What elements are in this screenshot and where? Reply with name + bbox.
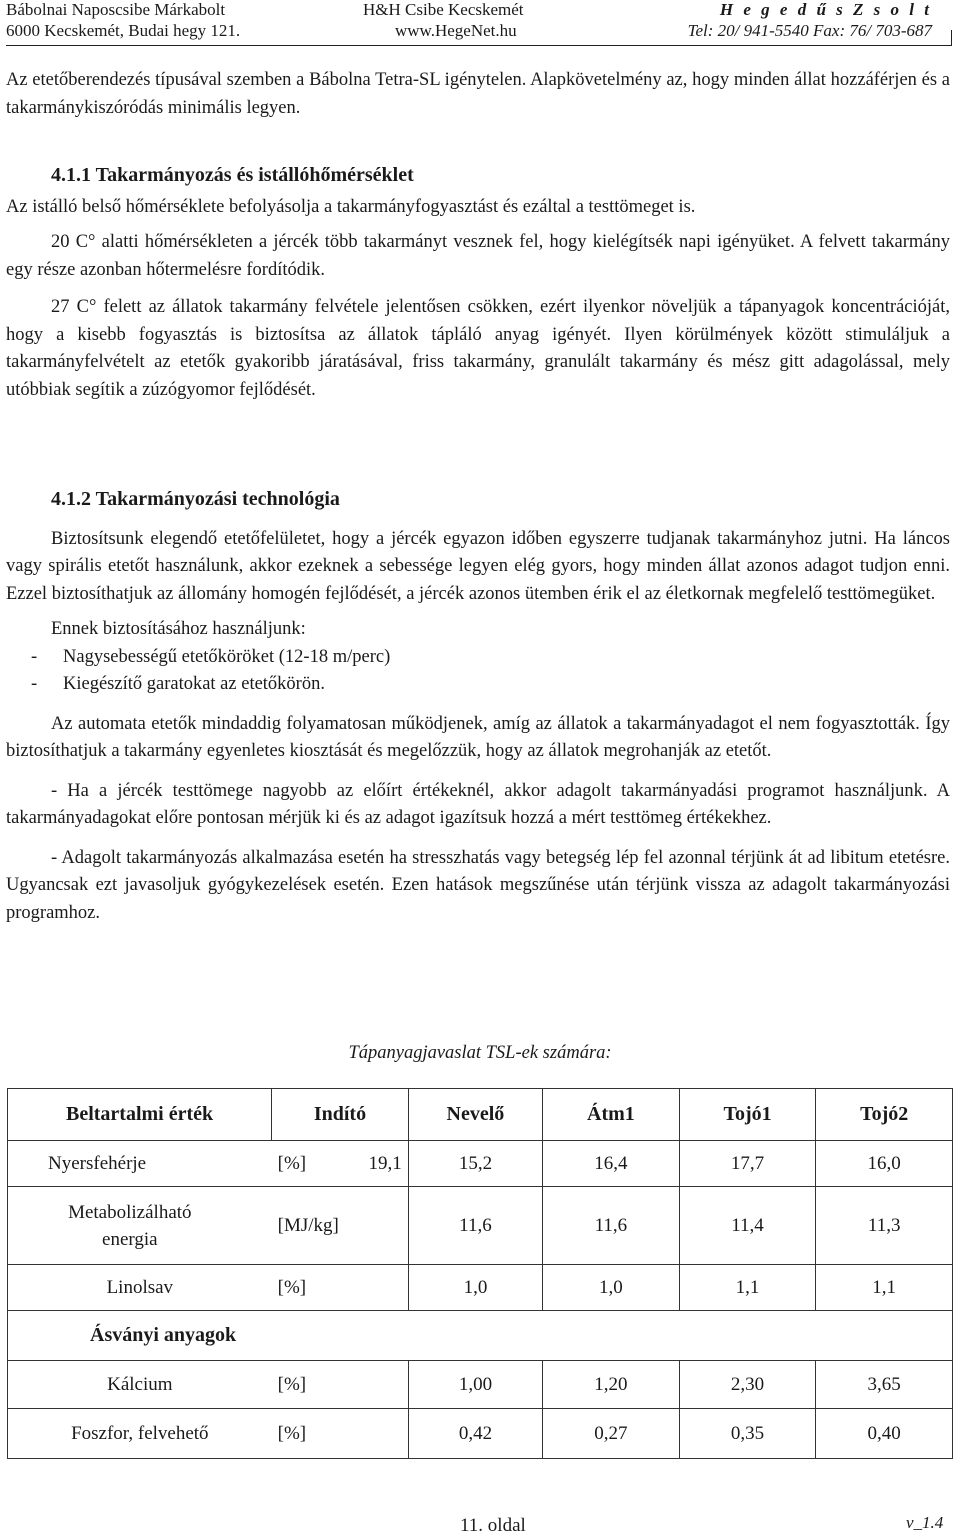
- page-header: [0, 0, 960, 44]
- row-unit: [%]: [277, 1373, 307, 1395]
- table-row: [8, 1265, 953, 1311]
- row-unit: [%]: [277, 1276, 307, 1298]
- table-row: [8, 1187, 953, 1265]
- row-label: Linolsav: [8, 1265, 272, 1311]
- row-label: Nyersfehérje: [48, 1152, 147, 1174]
- table-cell: 3,65: [816, 1361, 953, 1409]
- section-label: Ásványi anyagok: [8, 1311, 953, 1361]
- header-vertical-divider: [951, 30, 952, 46]
- paragraph: - Adagolt takarmányozás alkalmazása esetén ha stresszhatás vagy betegség lép fel azonnal térjünk át ad libitum etetésre. Ugyancsak ezt javasoljuk gyógykezelések esetén. Ezen hatások megszűnése után térjünk vissza az adagolt takarmányozási programhoz.: [6, 847, 950, 923]
- header-website: www.HegeNet.hu: [395, 21, 517, 40]
- table-cell: 0,27: [543, 1409, 680, 1459]
- section-4-1-2: [6, 486, 950, 927]
- paragraph: Az automata etetők mindaddig folyamatosan működjenek, amíg az állatok a takarmányadagot el nem fogyasztották. Így biztosíthatjuk a takarmány egyenletes kiosztását és megelőzzük, hogy az állatok megrohanják az etetőt.: [6, 713, 950, 761]
- row-label-cont: energia: [102, 1228, 158, 1250]
- row-unit: [MJ/kg]: [277, 1214, 339, 1236]
- column-header: Nevelő: [408, 1089, 542, 1141]
- row-unit: [%]: [277, 1152, 307, 1174]
- header-contact: Tel: 20/ 941-5540 Fax: 76/ 703-687: [687, 21, 932, 40]
- table-cell: 1,1: [816, 1265, 953, 1311]
- table-cell: 15,2: [408, 1141, 542, 1187]
- row-label: Kálcium: [8, 1361, 272, 1409]
- paragraph: Ennek biztosításához használjunk:: [51, 619, 306, 639]
- table-cell: 0,40: [816, 1409, 953, 1459]
- column-header: Tojó1: [679, 1089, 816, 1141]
- row-label: Metabolizálható: [68, 1201, 192, 1223]
- table-cell: 1,00: [408, 1361, 542, 1409]
- paragraph: Az istálló belső hőmérséklete befolyásolja a takarmányfogyasztást és ezáltal a testtömeget is.: [6, 196, 696, 217]
- page-number: 11. oldal: [460, 1515, 526, 1536]
- row-unit: [%]: [277, 1422, 307, 1444]
- section-heading-4-1-2: 4.1.2 Takarmányozási technológia: [51, 488, 340, 510]
- paragraph: 20 C° alatti hőmérsékleten a jércék több takarmányt vesznek fel, hogy kielégítsék napi igényüket. A felvett takarmány egy része azonban hőtermelésre fordítódik.: [6, 232, 950, 280]
- table-cell: 1,20: [543, 1361, 680, 1409]
- table-row: [8, 1141, 953, 1187]
- row-label: Foszfor, felvehető: [8, 1409, 272, 1459]
- list-item: - Kiegészítő garatokat az etetőkörön.: [31, 674, 325, 694]
- column-header: Beltartalmi érték: [8, 1089, 272, 1141]
- paragraph: 27 C° felett az állatok takarmány felvétele jelentősen csökken, ezért ilyenkor növeljük a tápanyagok koncentrációját, hogy a kisebb fogyasztás is biztosítsa az állatok tápláló anyag igényét. Ilyen körülmények között stimuláljuk a takarmányfelvételt az etetők gyakoribb járatásával, friss takarmány, granulált takarmány és mész gitt adagolással, mely utóbbiak segítik a zúzógyomor fejlődését.: [6, 297, 950, 400]
- table-cell: 0,42: [408, 1409, 542, 1459]
- table-cell: 11,4: [679, 1187, 816, 1265]
- header-company: H&H Csibe Kecskemét: [363, 0, 524, 19]
- table-cell: 1,0: [543, 1265, 680, 1311]
- header-shop-name: Bábolnai Naposcsibe Márkabolt: [6, 0, 226, 19]
- table-header-row: [8, 1089, 953, 1141]
- intro-block: [6, 67, 950, 122]
- section-heading-4-1-1: 4.1.1 Takarmányozás és istállóhőmérséklet: [51, 164, 414, 186]
- table-cell: 0,35: [679, 1409, 816, 1459]
- nutrient-table: [7, 1088, 953, 1459]
- table-cell: 17,7: [679, 1141, 816, 1187]
- intro-paragraph: Az etetőberendezés típusával szemben a Bábolna Tetra-SL igénytelen. Alapkövetelmény az, hogy minden állat hozzáférjen és a takarmánykiszóródás minimális legyen.: [6, 70, 950, 118]
- column-header: Tojó2: [816, 1089, 953, 1141]
- header-shop-address: 6000 Kecskemét, Budai hegy 121.: [6, 21, 241, 40]
- section-4-1-1: [6, 162, 950, 404]
- table-row: [8, 1361, 953, 1409]
- version-label: v_1.4: [906, 1513, 944, 1532]
- table-row: [8, 1409, 953, 1459]
- paragraph: Biztosítsunk elegendő etetőfelületet, hogy a jércék egyazon időben egyszerre tudjanak takarmányhoz jutni. Ha láncos vagy spirális etetőt használunk, akkor ezeknek a sebessége legyen elég gyors, hogy minden állat azonos adagot tudjon enni. Ezzel biztosíthatjuk az állomány homogén fejlődését, a jércék azonos ütemben érik el az életkornak megfelelő testtömegüket.: [6, 528, 950, 604]
- table-cell: 11,3: [816, 1187, 953, 1265]
- column-header: Indító: [272, 1089, 409, 1141]
- column-header: Átm1: [543, 1089, 680, 1141]
- table-cell: 11,6: [543, 1187, 680, 1265]
- table-cell: 16,0: [816, 1141, 953, 1187]
- list-item: - Nagysebességű etetőköröket (12-18 m/perc): [31, 646, 391, 667]
- header-person-name: H e g e d ű s Z s o l t: [719, 0, 932, 19]
- table-cell: 1,0: [408, 1265, 542, 1311]
- table-cell: 19,1: [368, 1152, 402, 1174]
- table-cell: 1,1: [679, 1265, 816, 1311]
- table-section-row: [8, 1311, 953, 1361]
- header-divider: [6, 45, 952, 46]
- paragraph: - Ha a jércék testtömege nagyobb az előírt értékeknél, akkor adagolt takarmányadási programot használjunk. A takarmányadagokat előre pontosan mérjük ki és az adagot igazítsuk hozzá a mért testtömeg értékekhez.: [6, 780, 950, 828]
- table-cell: 2,30: [679, 1361, 816, 1409]
- table-cell: 16,4: [543, 1141, 680, 1187]
- table-cell: 11,6: [408, 1187, 542, 1265]
- table-caption: Tápanyagjavaslat TSL-ek számára:: [348, 1043, 612, 1063]
